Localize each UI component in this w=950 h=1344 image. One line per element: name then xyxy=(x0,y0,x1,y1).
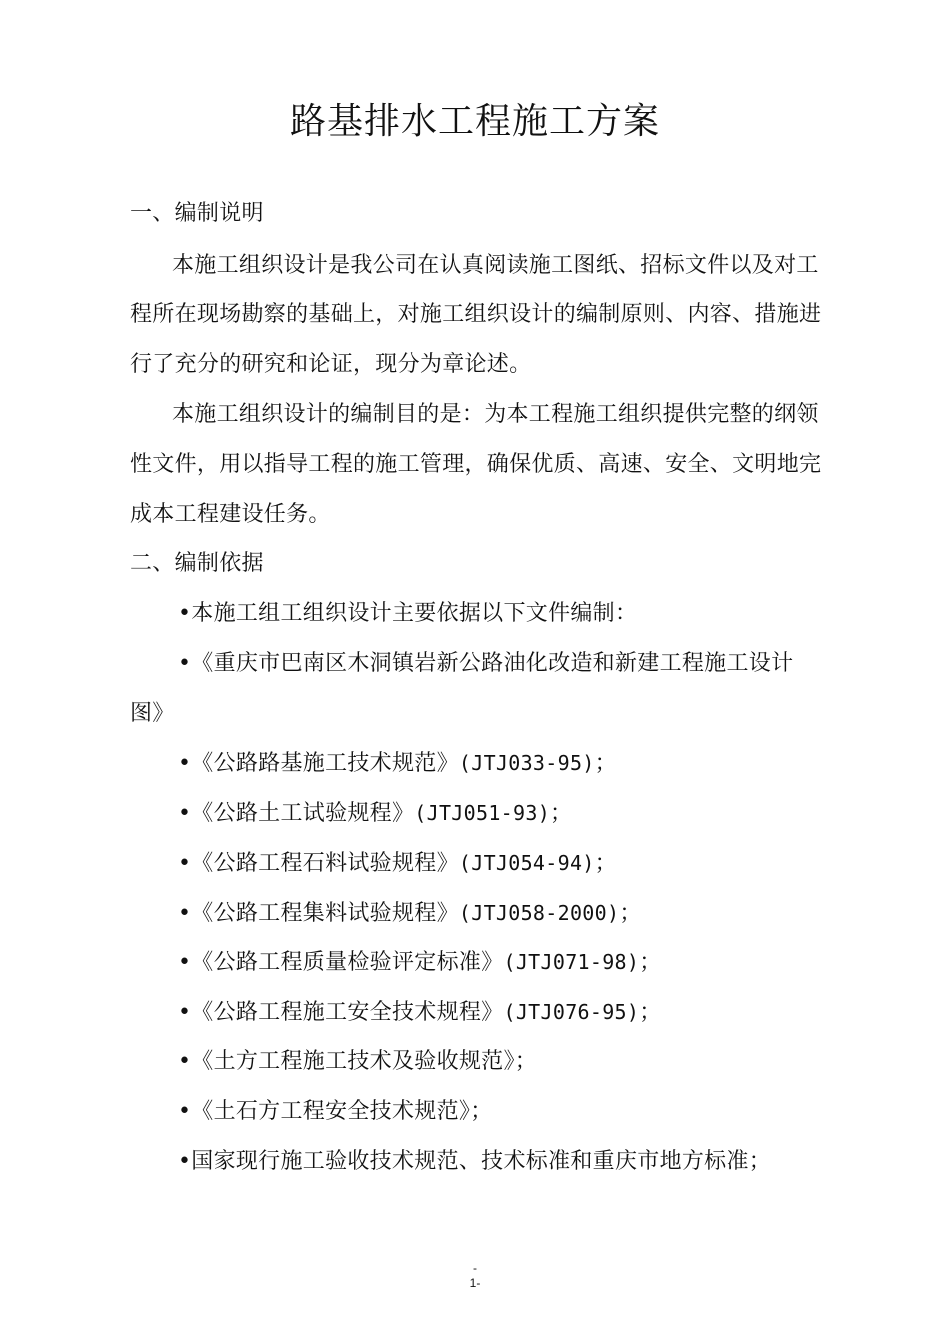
list-item-text: •《土石方工程安全技术规范》 xyxy=(178,1099,471,1124)
list-item xyxy=(178,997,662,1028)
list-item-text: •国家现行施工验收技术规范、技术标准和重庆市地方标准； xyxy=(178,1149,772,1174)
footer-dash: - xyxy=(473,1261,477,1275)
paragraph-line: 性文件，用以指导工程的施工管理，确保优质、高速、安全、文明地完 xyxy=(130,452,822,477)
list-item-tail: ； xyxy=(514,1049,538,1074)
section-heading-2: 二、编制依据 xyxy=(130,551,264,576)
list-item-continuation xyxy=(130,699,175,729)
list-item xyxy=(178,898,642,929)
page-number: 1- xyxy=(469,1276,481,1290)
document-title: 路基排水工程施工方案 xyxy=(289,101,660,142)
list-item-text: •《公路工程施工安全技术规程》 xyxy=(178,1000,504,1025)
list-item-tail: ； xyxy=(594,751,617,776)
list-item xyxy=(178,1047,537,1077)
list-item xyxy=(178,947,662,978)
list-item-tail: ； xyxy=(470,1099,493,1124)
standard-code: (JTJ054-94) xyxy=(458,851,595,875)
list-item xyxy=(178,1097,493,1127)
list-item xyxy=(178,599,637,629)
standard-code: (JTJ051-93) xyxy=(414,801,551,825)
list-item xyxy=(178,649,793,679)
list-item-text: •《公路工程集料试验规程》 xyxy=(178,901,459,926)
list-item-text: •《公路工程质量检验评定标准》 xyxy=(178,950,504,975)
list-item-text: •《土方工程施工技术及验收规范》 xyxy=(178,1049,515,1074)
list-item-text: •《公路路基施工技术规范》 xyxy=(178,751,459,776)
paragraph-line: 成本工程建设任务。 xyxy=(130,502,331,527)
list-item-text: •本施工组工组织设计主要依据以下文件编制： xyxy=(178,601,638,626)
list-item-tail: ； xyxy=(639,950,662,975)
list-item xyxy=(178,748,617,779)
paragraph-line: 本施工组织设计是我公司在认真阅读施工图纸、招标文件以及对工 xyxy=(172,253,819,278)
list-item-text: •《重庆市巴南区木洞镇岩新公路油化改造和新建工程施工设计 xyxy=(178,651,794,676)
list-item-tail: ； xyxy=(594,851,617,876)
list-item-tail: ； xyxy=(639,1000,662,1025)
standard-code: (JTJ058-2000) xyxy=(458,901,620,925)
paragraph-line: 本施工组织设计的编制目的是：为本工程施工组织提供完整的纲领 xyxy=(172,402,819,427)
section-heading-1: 一、编制说明 xyxy=(130,201,264,226)
list-item-text: •《公路工程石料试验规程》 xyxy=(178,851,459,876)
standard-code: (JTJ076-95) xyxy=(503,1000,640,1024)
list-item-text: •《公路土工试验规程》 xyxy=(178,801,415,826)
paragraph-line: 程所在现场勘察的基础上，对施工组织设计的编制原则、内容、措施进 xyxy=(130,302,822,327)
list-item xyxy=(178,798,572,829)
standard-code: (JTJ033-95) xyxy=(458,751,595,775)
list-item-tail: ； xyxy=(550,801,573,826)
standard-code: (JTJ071-98) xyxy=(503,950,640,974)
list-item-text: 图》 xyxy=(130,701,175,726)
list-item-tail: ； xyxy=(619,901,642,926)
paragraph-line: 行了充分的研究和论证，现分为章论述。 xyxy=(130,352,532,377)
list-item xyxy=(178,1147,771,1177)
list-item xyxy=(178,848,617,879)
